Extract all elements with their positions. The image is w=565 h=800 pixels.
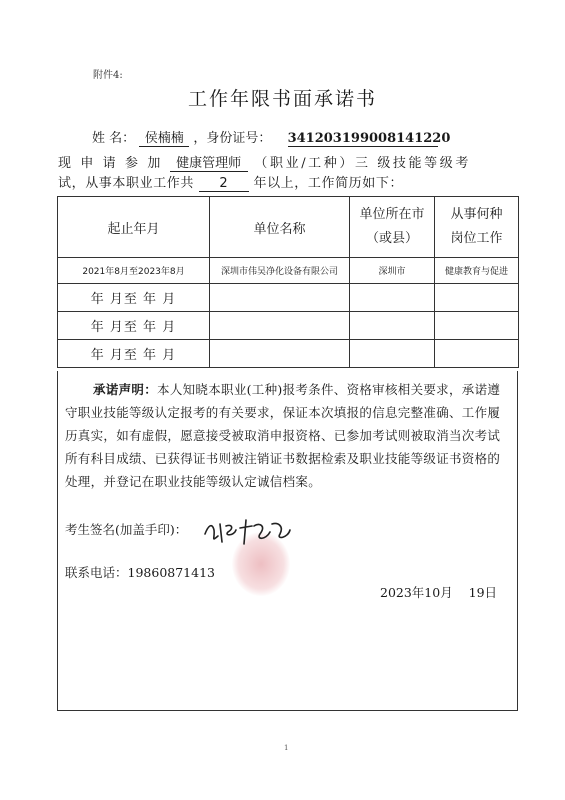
- applicant-name: 侯楠楠: [139, 127, 189, 147]
- header-city: [350, 197, 435, 258]
- id-label: ，身份证号：: [193, 131, 272, 146]
- blank-job: [435, 284, 519, 312]
- apply-prefix: 现 申 请 参 加: [58, 156, 163, 171]
- table-row-blank: [58, 312, 519, 340]
- statement-label: 承诺声明：: [93, 382, 158, 397]
- years-suffix: 年以上，工作简历如下：: [253, 176, 404, 191]
- header-period: 起止年月: [58, 197, 210, 258]
- phone-label: 联系电话：: [65, 565, 128, 580]
- document-title: 工作年限书面承诺书: [187, 88, 377, 110]
- sign-date: 2023年10月 19日: [380, 585, 498, 600]
- attachment-label: 附件4:: [93, 70, 123, 81]
- row-company: 深圳市伟吴净化设备有限公司: [210, 258, 350, 284]
- header-job: [435, 197, 519, 258]
- blank-period: 年 月至 年 月: [58, 312, 210, 340]
- id-number: 341203199008141220: [287, 131, 451, 146]
- blank-period: 年 月至 年 月: [58, 340, 210, 368]
- page-number: 1: [284, 744, 289, 752]
- blank-company: [210, 340, 350, 368]
- phone-line: [65, 563, 215, 581]
- signature-label: 考生签名(加盖手印)：: [65, 522, 188, 537]
- table-row-blank: [58, 340, 519, 368]
- row-period: 2021年8月至2023年8月: [58, 258, 210, 284]
- statement-text-block: [65, 378, 507, 493]
- blank-job: [435, 312, 519, 340]
- occupation: 健康管理师: [170, 152, 248, 172]
- blank-company: [210, 312, 350, 340]
- handwritten-signature: [200, 512, 295, 552]
- table-row: [58, 258, 519, 284]
- occupation-suffix: （职业/工种）三 级技能等级考: [254, 156, 471, 171]
- table-header-row: [58, 197, 519, 258]
- header-company: 单位名称: [210, 197, 350, 258]
- header-job-line1: 从事何种: [450, 207, 503, 222]
- header-city-line1: 单位所在市: [359, 207, 425, 222]
- blank-period: 年 月至 年 月: [58, 284, 210, 312]
- statement-text: 本人知晓本职业(工种)报考条件、资格审核相关要求，承诺遵守职业技能等级认定报考的有关要求，保证本次填报的信息完整准确、工作履历真实，如有虚假，愿意接受被取消申报资格、已参加考试则被取消当次考试所有科目成绩、已获得证书则被注销证书数据检索及职业技能等级证书资格的处理，并登记在职业技能等级认定诚信档案。: [65, 382, 501, 489]
- blank-city: [350, 340, 435, 368]
- years-prefix: 试，从事本职业工作共: [58, 176, 195, 191]
- application-line-1: [58, 152, 518, 172]
- row-job: 健康教育与促进: [435, 258, 519, 284]
- name-label: 姓 名：: [92, 131, 136, 146]
- signature-line: [65, 520, 187, 538]
- years: 2: [199, 176, 249, 192]
- work-history-table: [57, 196, 519, 368]
- header-city-line2: （或县）: [365, 231, 418, 246]
- blank-job: [435, 340, 519, 368]
- applicant-line: [92, 127, 552, 147]
- header-job-line2: 岗位工作: [450, 231, 503, 246]
- application-line-2: [58, 172, 518, 192]
- phone-number: 19860871413: [127, 565, 215, 580]
- row-city: 深圳市: [350, 258, 435, 284]
- blank-city: [350, 284, 435, 312]
- blank-city: [350, 312, 435, 340]
- blank-company: [210, 284, 350, 312]
- table-row-blank: [58, 284, 519, 312]
